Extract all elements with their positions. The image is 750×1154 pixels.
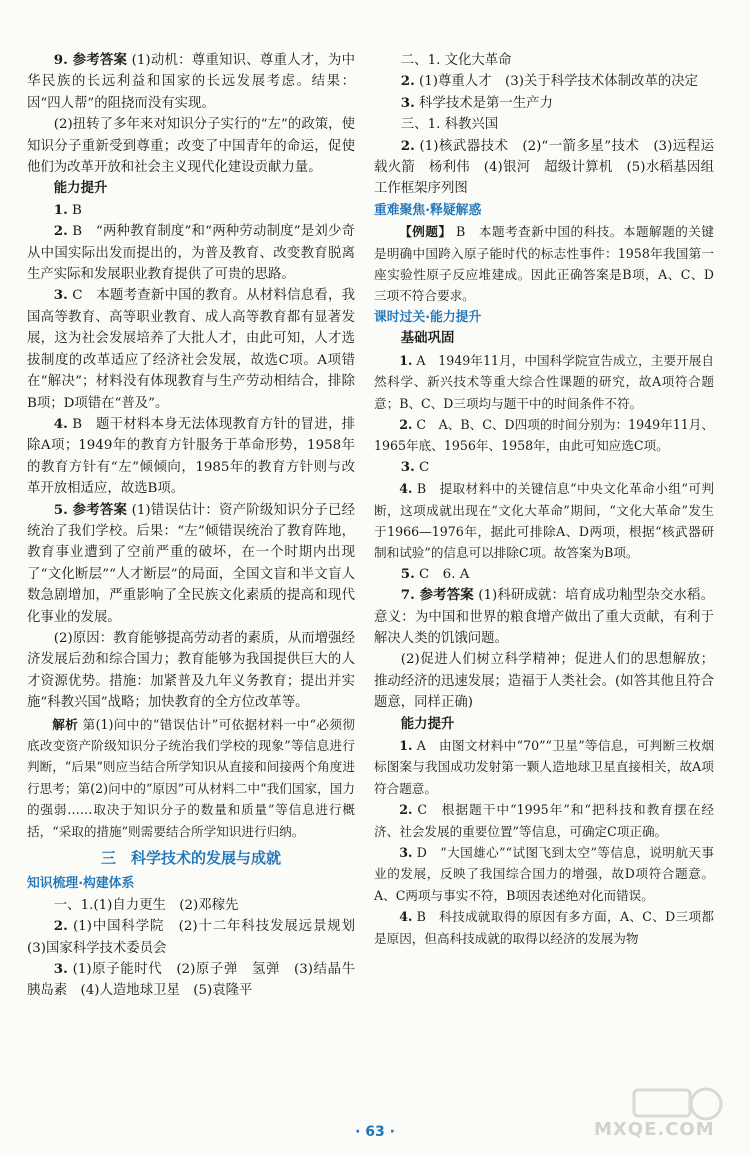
watermark-logo-icon bbox=[628, 1084, 724, 1124]
answer-lead: 9. 参考答案 bbox=[53, 52, 128, 68]
answer-paragraph bbox=[27, 628, 355, 714]
answer-lead: 2. bbox=[53, 223, 68, 240]
answer-text: (1)错误估计：资产阶级知识分子已经统治了我们学校。后果：“左”倾错误统治了教育阵地，教育事业遭到了空前严重的破坏，在一个时期内出现了“文化断层”“人才断层”的局面，全国文盲和半文盲人数急剧增加，严重影响了全民族文化素质的提高和现代化事业的发展。 bbox=[27, 502, 355, 625]
answer-paragraph bbox=[374, 414, 714, 457]
answer-lead: 4. bbox=[399, 481, 413, 497]
answer-paragraph bbox=[374, 350, 714, 414]
answer-lead: 3. bbox=[400, 94, 415, 111]
answer-text: B 本题考查新中国的科技。本题解题的关键是明确中国跨入原子能时代的标志性事件：1958年我国第一座实验性原子反应堆建成。因此正确答案是B项，A、C、D三项不符合要求。 bbox=[374, 224, 714, 304]
answer-lead: 2. bbox=[399, 802, 413, 818]
answer-text: B “两种教育制度”和“两种劳动制度”是刘少奇从中国实际出发而提出的，为普及教育、改变教育脱离生产实际和发展职业教育提供了可贵的思路。 bbox=[27, 224, 355, 283]
answer-paragraph bbox=[374, 93, 714, 114]
answer-paragraph bbox=[374, 136, 714, 200]
answer-paragraph bbox=[27, 221, 355, 285]
answer-text: C 本题考查新中国的教育。从材料信息看，我国高等教育、高等职业教育、成人高等教育都有显著发展，这为社会发展培养了大批人才，由此可知，人才选拔制度的改革适应了经济社会发展，故选C项。A项错在“解决”；材料没有体现教育与生产劳动相结合，排除B项；D项错在“普及”。 bbox=[27, 288, 355, 411]
answer-paragraph bbox=[374, 457, 714, 478]
answer-lead: 7. 参考答案 bbox=[400, 587, 474, 604]
answer-paragraph bbox=[374, 221, 714, 307]
right-column bbox=[374, 50, 714, 949]
answer-lead: 1. bbox=[399, 352, 413, 368]
answer-text: B 提取材料中的关键信息“中央文化革命小组”可判断，这项成就出现在“文化大革命”期间，“文化大革命”发生于1966—1976年，据此可排除A、D两项，根据“核武器研制和试验”的信息可以排除C项。故答案为B项。 bbox=[374, 481, 714, 561]
answer-paragraph bbox=[27, 285, 355, 413]
answer-lead: 3. bbox=[53, 961, 68, 978]
subsection-label: 知识梳理·构建体系 bbox=[27, 876, 135, 892]
answer-text: C bbox=[419, 459, 430, 475]
answer-paragraph bbox=[27, 200, 355, 221]
section-heading-text: 基础巩固 bbox=[400, 330, 455, 347]
answer-text: (1)动机：尊重知识、尊重人才，为中华民族的长远利益和国家的长远发展考虑。结果：因“四人帮”的阻挠而没有实现。 bbox=[27, 53, 355, 111]
answer-paragraph bbox=[374, 906, 714, 949]
answer-paragraph bbox=[27, 959, 355, 1002]
answer-text: (1)尊重人才 (3)关于科学技术体制改革的决定 bbox=[419, 74, 699, 90]
answer-lead: 1. bbox=[53, 201, 68, 218]
answer-lead: 【例题】 bbox=[399, 224, 452, 240]
answer-paragraph bbox=[374, 71, 714, 92]
answer-text: (1)核武器技术 (2)“一箭多星”技术 (3)远程运载火箭 杨利伟 (4)银河 超级计算机 (5)水稻基因组工作框架序列图 bbox=[374, 138, 714, 197]
answer-paragraph bbox=[27, 500, 355, 628]
answer-text: (1)科研成就：培育成功籼型杂交水稻。意义：为中国和世界的粮食增产做出了重大贡献，有利于解决人类的饥饿问题。 bbox=[374, 588, 714, 646]
answer-text: 第(1)问中的“错误估计”可依据材料一中“必须彻底改变资产阶级知识分子统治我们学校的现象”等信息进行判断，“后果”则应当结合所学知识从直接和间接两个角度进行思考；第(2)问中的“原因”可从材料二中“我们国家，国力的强弱……取决于知识分子的数量和质量”等信息进行概括，“采取的措施”则需要结合所学知识进行归纳。 bbox=[27, 716, 356, 839]
answer-lead: 4. bbox=[399, 909, 413, 925]
section-heading bbox=[27, 178, 355, 199]
answer-lead: 3. bbox=[53, 287, 68, 304]
answer-paragraph bbox=[27, 714, 355, 842]
chapter-title: 三 科学技术的发展与成就 bbox=[100, 849, 281, 868]
answer-paragraph bbox=[374, 50, 714, 71]
answer-text: B 题干材料本身无法体现教育方针的冒进，排除A项；1949年的教育方针服务于革命形势，1958年的教育方针有“左”倾倾向，1985年的教育方针则与改革开放相适应，故选B项。 bbox=[27, 416, 355, 497]
section-heading-text: 能力提升 bbox=[400, 715, 455, 732]
answer-paragraph bbox=[374, 649, 714, 713]
answer-text: C 根据题干中“1995年”和“把科技和教育摆在经济、社会发展的重要位置”等信息，可确定C项正确。 bbox=[374, 802, 714, 839]
watermark-text: MXQE.COM bbox=[594, 1119, 715, 1140]
answer-lead: 5. bbox=[400, 565, 415, 582]
answer-text: A 由图文材料中“70”“卫星”等信息，可判断三枚烟标图案与我国成功发射第一颗人造地球卫星直接相关，故A项符合题意。 bbox=[374, 738, 714, 796]
answer-lead: 解析 bbox=[52, 716, 79, 732]
answer-text: (2)原因：教育能够提高劳动者的素质，从而增强经济发展后劲和综合国力；教育能够为我国提供巨大的人才资源优势。措施：加紧普及九年义务教育；提出并实施“科教兴国”战略；加快教育的全方位改革等。 bbox=[27, 630, 355, 711]
answer-text: 一、1.(1)自力更生 (2)邓稼先 bbox=[53, 897, 239, 913]
answer-lead: 3. bbox=[399, 845, 413, 861]
answer-lead: 2. bbox=[399, 416, 413, 432]
left-column bbox=[27, 50, 369, 1002]
answer-text: 三、1. 科教兴国 bbox=[400, 117, 499, 133]
answer-paragraph bbox=[374, 564, 714, 585]
answer-paragraph bbox=[374, 478, 714, 564]
answer-lead: 4. bbox=[53, 415, 68, 432]
answer-paragraph bbox=[374, 585, 714, 649]
answer-lead: 2. bbox=[400, 137, 415, 154]
section-heading bbox=[374, 714, 714, 735]
subsection-label: 重难聚焦·释疑解惑 bbox=[374, 202, 482, 218]
answer-lead: 2. bbox=[400, 73, 415, 90]
answer-lead: 5. 参考答案 bbox=[53, 501, 128, 518]
watermark bbox=[588, 1084, 728, 1142]
answer-paragraph bbox=[374, 799, 714, 842]
answer-text: 二、1. 文化大革命 bbox=[400, 53, 512, 68]
subsection-label: 课时过关·能力提升 bbox=[374, 309, 482, 325]
answer-lead: 1. bbox=[399, 738, 413, 753]
answer-text: C A、B、C、D四项的时间分别为：1949年11月、1965年底、1956年、1958年，由此可知应选C项。 bbox=[374, 416, 714, 454]
answer-paragraph bbox=[27, 895, 355, 916]
answer-text: A 1949年11月，中国科学院宣告成立，主要开展自然科学、新兴技术等重大综合性课题的研究，故A项符合题意；B、C、D三项均与题干中的时间条件不符。 bbox=[374, 352, 714, 411]
answer-lead: 2. bbox=[53, 918, 68, 935]
answer-text: (1)中国科学院 (2)十二年科技发展远景规划 (3)国家科学技术委员会 bbox=[27, 919, 369, 956]
section-heading bbox=[374, 328, 714, 349]
answer-paragraph bbox=[27, 50, 355, 114]
answer-paragraph bbox=[27, 114, 355, 178]
answer-paragraph bbox=[374, 735, 714, 799]
answer-text: (1)原子能时代 (2)原子弹 氢弹 (3)结晶牛胰岛素 (4)人造地球卫星 (5)袁隆平 bbox=[27, 962, 356, 999]
answer-paragraph bbox=[27, 916, 369, 959]
answer-text: C 6. A bbox=[419, 566, 470, 582]
answer-paragraph bbox=[374, 842, 714, 906]
answer-text: B bbox=[72, 202, 82, 218]
answer-paragraph bbox=[27, 414, 355, 500]
answer-text: (2)促进人们树立科学精神；促进人们的思想解放；推动经济的迅速发展；造福于人类社会。(如答其他且符合题意，同样正确) bbox=[374, 652, 714, 711]
answer-text: 科学技术是第一生产力 bbox=[419, 95, 553, 111]
answer-paragraph bbox=[374, 114, 714, 135]
answer-text: D “大国雄心”“试图飞到太空”等信息，说明航天事业的发展，反映了我国综合国力的增强，故D项符合题意。A、C两项与事实不符，B项因表述绝对化而错误。 bbox=[374, 845, 714, 903]
answer-lead: 3. bbox=[400, 458, 415, 475]
section-heading-text: 能力提升 bbox=[53, 180, 108, 197]
answer-text: (2)扭转了多年来对知识分子实行的“左”的政策，使知识分子重新受到尊重；改变了中国青年的命运，促使他们为改革开放和社会主义现代化建设贡献力量。 bbox=[27, 117, 355, 176]
answer-text: B 科技成就取得的原因有多方面，A、C、D三项都是原因，但高科技成就的取得以经济的发展为物 bbox=[374, 909, 714, 946]
page-number: · 63 · bbox=[355, 1124, 395, 1140]
